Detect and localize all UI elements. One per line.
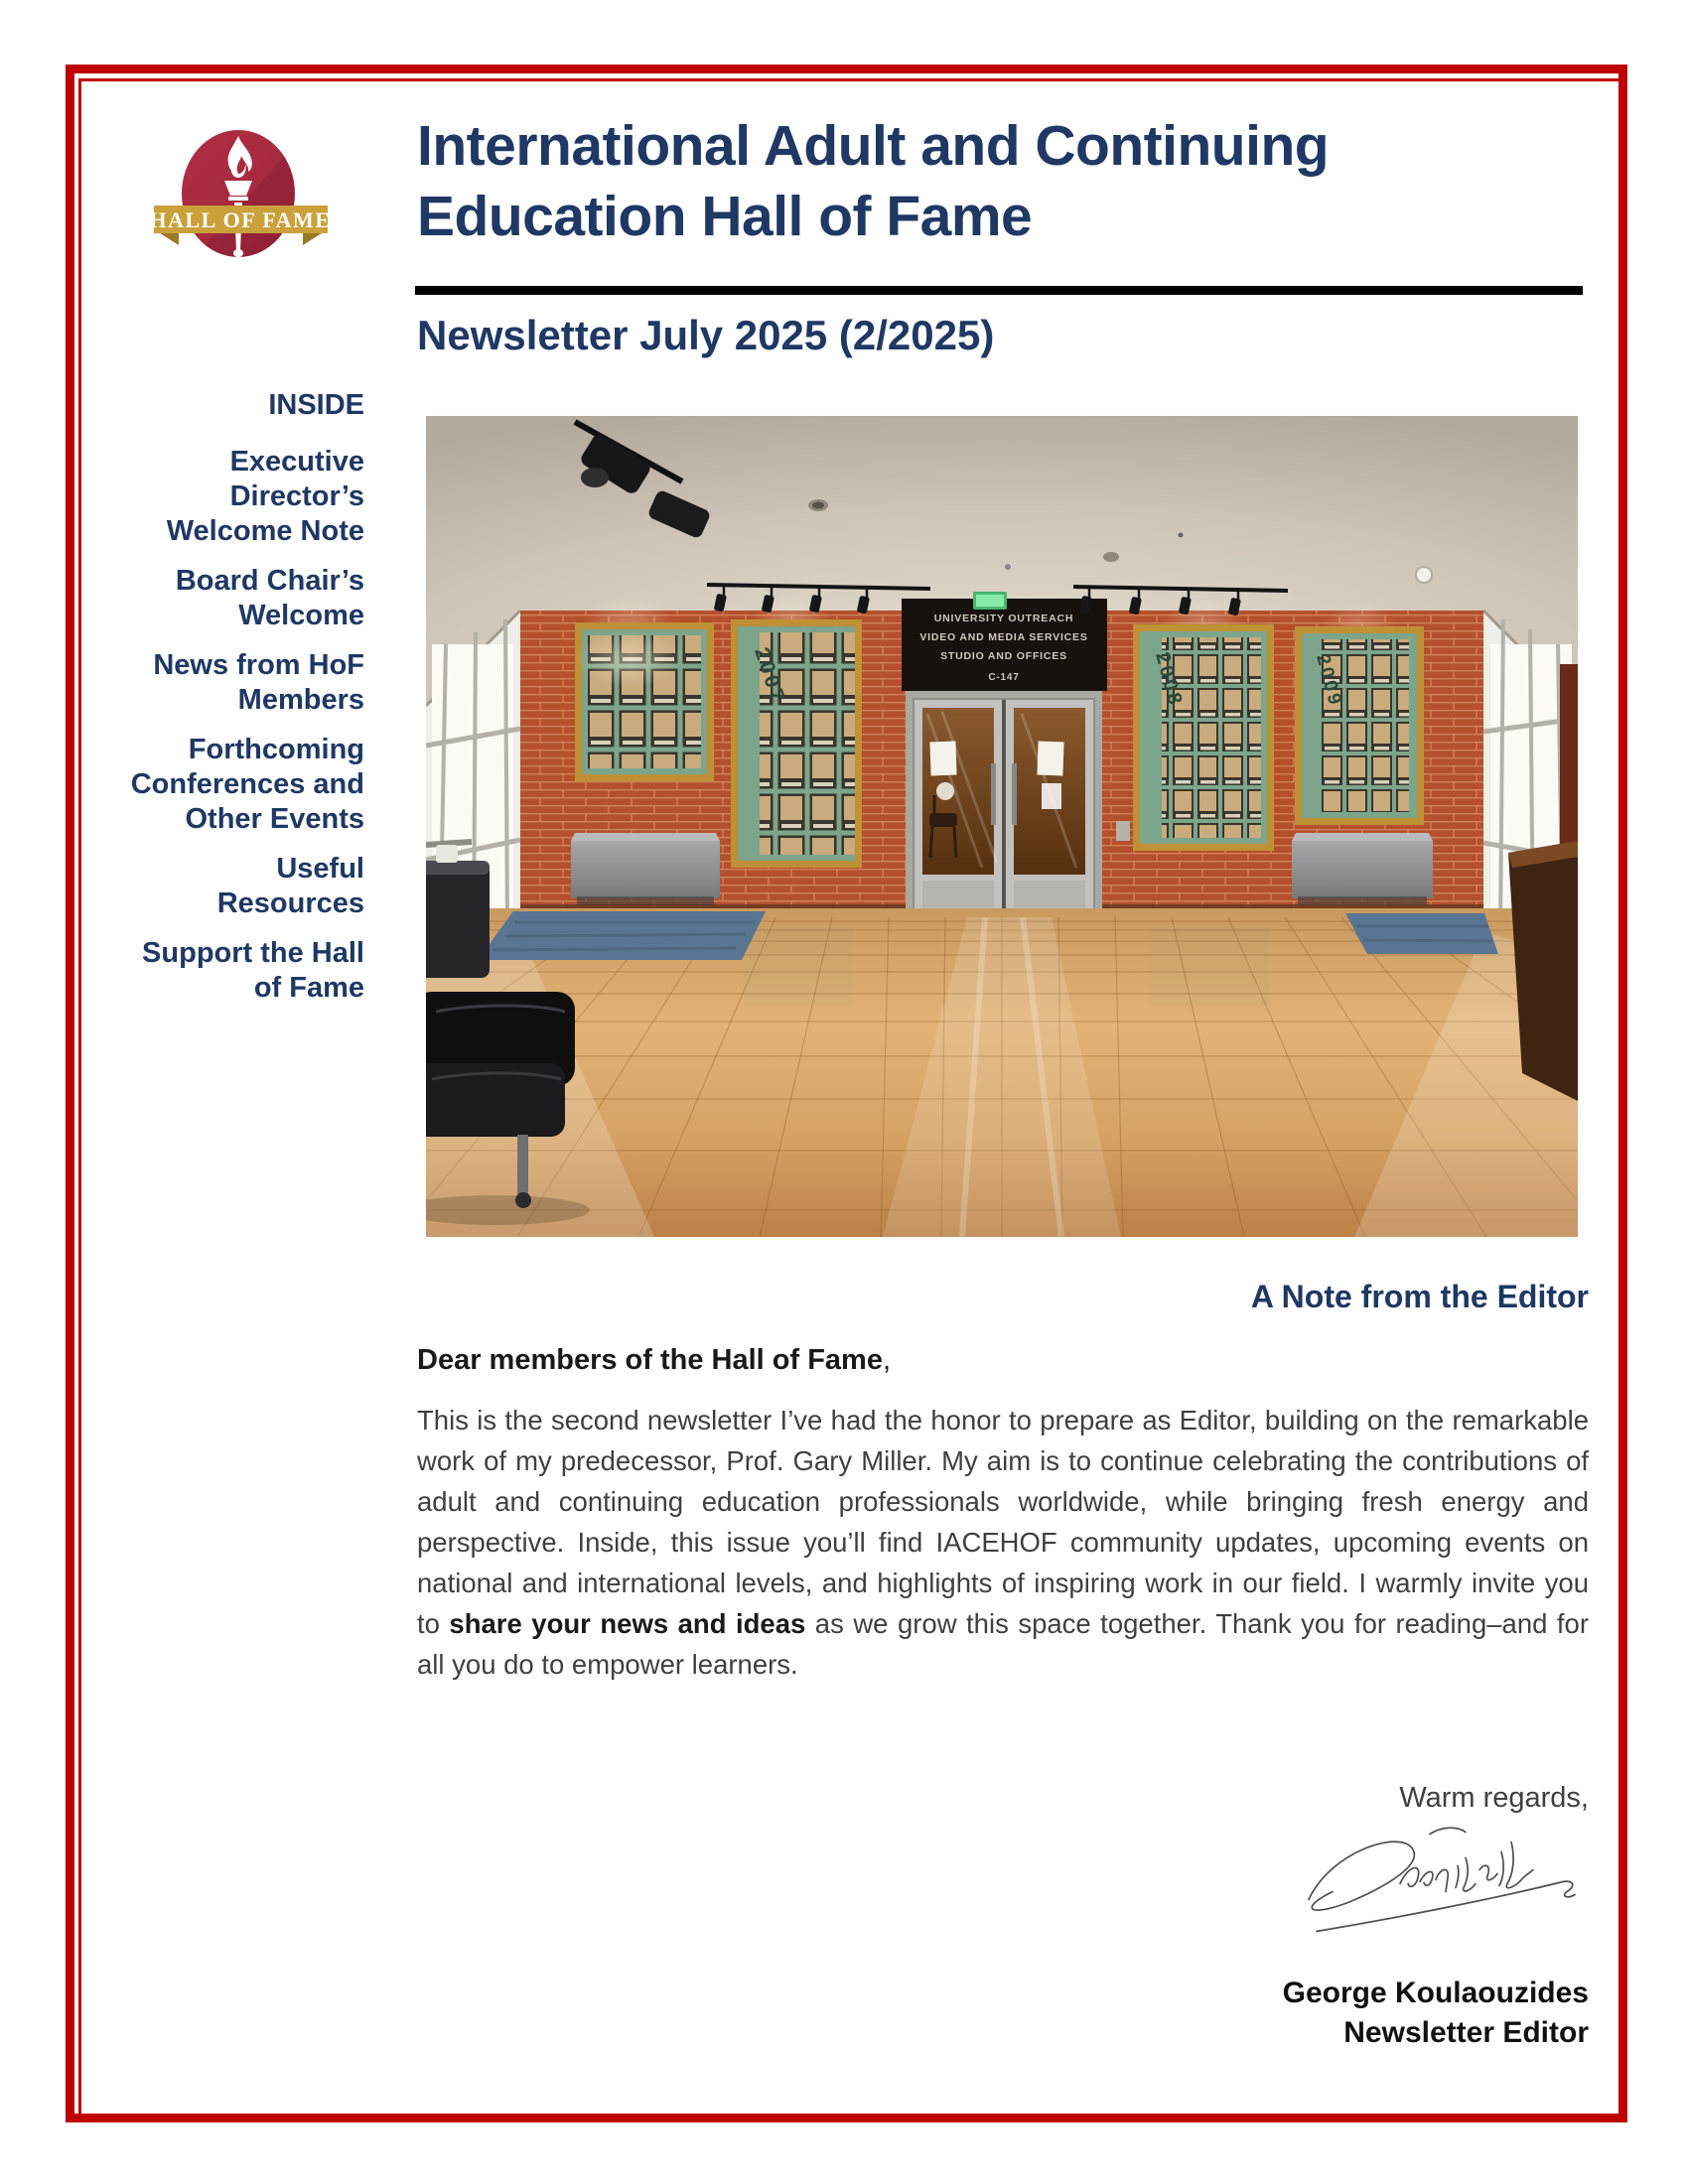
photo-trash-bin — [426, 845, 490, 978]
lobby-photo — [426, 416, 1578, 1237]
salutation-bold: Dear members of the Hall of Fame — [417, 1344, 883, 1376]
sign-line-3: STUDIO AND OFFICES — [940, 650, 1067, 662]
sign-line-2: VIDEO AND MEDIA SERVICES — [919, 631, 1088, 643]
lobby-photo-art — [426, 416, 1578, 1237]
award-board-2007 — [731, 619, 862, 868]
signer-block — [417, 1974, 1589, 2053]
inside-sidebar — [94, 388, 364, 1021]
sidebar-item-line: Conferences and — [130, 768, 364, 800]
award-board-2008 — [1133, 624, 1274, 851]
sidebar-item-news-from-hof-members — [94, 648, 364, 718]
sidebar-item-line: Resources — [216, 887, 364, 919]
award-board-1 — [575, 622, 714, 781]
sidebar-item-line: Welcome Note — [166, 515, 364, 547]
logo-banner-text: HALL OF FAME — [149, 207, 332, 232]
body-text-bold: share your news and ideas — [449, 1608, 806, 1639]
hall-of-fame-logo-art — [149, 124, 333, 268]
sidebar-item-line: Useful — [276, 853, 364, 885]
salutation — [417, 1344, 1589, 1377]
sidebar-item-line: Support the Hall — [142, 937, 364, 969]
page-title-line1: International Adult and Continuing — [417, 114, 1330, 178]
sign-line-4: C-147 — [988, 672, 1020, 683]
photo-double-doors — [906, 691, 1102, 920]
body-text-before: This is the second newsletter I’ve had the honor to prepare as Editor, building on the remarkable work of my predecessor, Prof. Gary Miller. My aim is to continue celebrating the contributions of adult and continuing education professionals worldwide, while bringing fresh energy and perspective. Inside, this issue you’ll find IACEHOF community updates, upcoming events on national and international levels, and highlights of inspiring work in our field. I warmly invite you to — [417, 1405, 1589, 1639]
closing-line: Warm regards, — [1399, 1782, 1589, 1814]
editor-note-body — [417, 1400, 1589, 1685]
page-title — [417, 111, 1594, 252]
page-title-line2: Education Hall of Fame — [417, 185, 1033, 248]
sidebar-item-line: Welcome — [238, 600, 364, 631]
sidebar-heading: INSIDE — [268, 389, 364, 421]
board-year-label: 2008 — [1151, 649, 1188, 710]
sign-line-1: UNIVERSITY OUTREACH — [933, 613, 1074, 624]
signature-art — [1281, 1820, 1589, 1954]
board-year-label: 2009 — [1312, 651, 1346, 710]
note-heading: A Note from the Editor — [1250, 1279, 1589, 1314]
signer-name: George Koulaouzides — [1282, 1977, 1589, 2009]
sidebar-item-line: News from HoF — [153, 649, 364, 681]
sidebar-item-line: Board Chair’s — [175, 565, 364, 597]
award-board-2009 — [1295, 626, 1424, 825]
sidebar-item-forthcoming-conferences — [94, 733, 364, 837]
sidebar-item-line: of Fame — [253, 972, 364, 1004]
sidebar-item-line: Director’s — [229, 480, 364, 512]
body-text-after: as we grow this space together. Thank you for reading–and for all you do to empower learners. — [417, 1608, 1589, 1680]
sidebar-item-executive-directors-welcome — [94, 445, 364, 549]
photo-door-sign — [902, 592, 1107, 691]
sidebar-item-line: Members — [237, 684, 364, 716]
sidebar-item-support-the-hall-of-fame — [94, 936, 364, 1006]
salutation-rest: , — [882, 1344, 892, 1376]
sidebar-item-line: Executive — [229, 446, 364, 478]
issue-heading: Newsletter July 2025 (2/2025) — [417, 312, 995, 358]
hall-of-fame-logo — [149, 124, 333, 268]
sidebar-item-useful-resources — [94, 852, 364, 921]
signer-title: Newsletter Editor — [1343, 2016, 1589, 2049]
header-rule — [415, 286, 1583, 295]
sidebar-item-line: Forthcoming — [188, 734, 364, 765]
sidebar-item-board-chairs-welcome — [94, 564, 364, 633]
signature-image — [1281, 1820, 1589, 1954]
board-year-label: 2007 — [750, 644, 790, 708]
sidebar-item-line: Other Events — [185, 803, 364, 835]
